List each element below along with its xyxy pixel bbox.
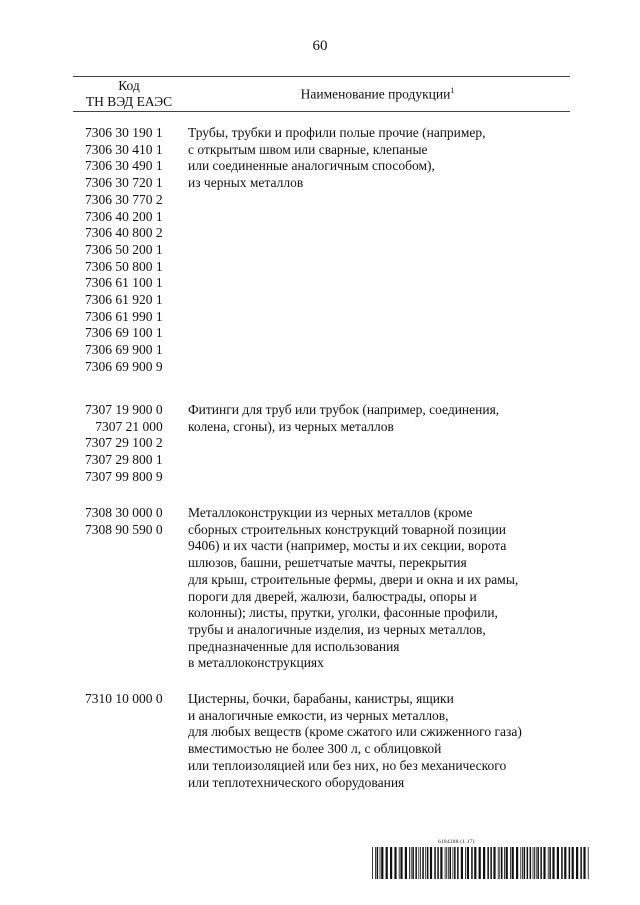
code-item: 7310 10 000 0 [85, 691, 163, 706]
document-stamp: 6184388 (1.17) [438, 839, 475, 845]
row-description [188, 125, 573, 192]
row-description [188, 505, 573, 672]
row-codes [73, 691, 185, 708]
description-line: или теплоизоляцией или без них, но без механического [188, 757, 507, 773]
table-header-rule [73, 111, 570, 112]
row-description [188, 691, 573, 791]
code-item: 7306 30 490 1 [85, 158, 163, 174]
description-line: Цистерны, бочки, барабаны, канистры, ящики [188, 691, 454, 706]
description-line: из черных металлов [188, 175, 304, 191]
code-item: 7306 30 720 1 [85, 175, 163, 191]
description-line: с открытым швом или сварные, клепаные [188, 141, 428, 157]
footnote-marker: 1 [450, 86, 455, 95]
description-line: Металлоконструкции из черных металлов (кроме [188, 505, 473, 520]
page-number: 60 [312, 38, 328, 54]
code-item: 7307 19 900 0 [85, 402, 163, 417]
code-item: 7306 61 920 1 [85, 292, 163, 308]
code-item: 7306 30 770 2 [85, 191, 163, 207]
description-line: для любых веществ (кроме сжатого или сжиженного газа) [188, 724, 522, 740]
description-line: пороги для дверей, жалюзи, балюстрады, опоры и [188, 588, 477, 604]
code-item: 7306 40 800 2 [85, 225, 163, 241]
column-header-code-line2: ТН ВЭД ЕАЭС [85, 94, 173, 109]
code-item: 7306 50 800 1 [85, 258, 163, 274]
code-item: 7307 29 800 1 [85, 452, 163, 468]
code-item: 7306 69 100 1 [85, 325, 163, 341]
description-line: или соединенные аналогичным способом), [188, 158, 435, 174]
description-line: в металлоконструкциях [188, 655, 324, 671]
description-line: трубы и аналогичные изделия, из черных металлов, [188, 621, 486, 637]
description-line: и аналогичные емкости, из черных металлов, [188, 707, 449, 723]
description-line: колонны); листы, прутки, уголки, фасонные профили, [188, 605, 498, 621]
column-header-name [185, 86, 570, 103]
code-item: 7306 69 900 9 [85, 358, 163, 374]
description-line: Фитинги для труб или трубок (например, соединения, [188, 402, 500, 417]
code-item: 7307 21 000 [95, 418, 163, 434]
column-header-name-text: Наименование продукции [300, 86, 451, 102]
row-codes [73, 505, 185, 538]
code-item: 7306 30 410 1 [85, 141, 163, 157]
column-header-code [73, 78, 185, 110]
code-item: 7306 61 100 1 [85, 275, 163, 291]
code-item: 7308 90 590 0 [85, 521, 163, 537]
row-description [188, 402, 573, 435]
column-header-code-line1: Код [118, 78, 140, 93]
row-codes [73, 402, 185, 486]
table-top-rule [73, 76, 570, 77]
code-item: 7306 50 200 1 [85, 241, 163, 257]
description-line: или теплотехнического оборудования [188, 774, 405, 790]
code-item: 7307 29 100 2 [85, 435, 163, 451]
description-line: предназначенные для использования [188, 638, 400, 654]
barcode-image [372, 847, 590, 879]
code-item: 7306 30 190 1 [85, 125, 163, 140]
description-line: Трубы, трубки и профили полые прочие (например, [188, 125, 486, 140]
description-line: вместимостью не более 300 л, с облицовкой [188, 741, 442, 757]
description-line: колена, сгоны), из черных металлов [188, 418, 394, 434]
description-line: сборных строительных конструкций товарной позиции [188, 521, 506, 537]
code-item: 7306 40 200 1 [85, 208, 163, 224]
code-item: 7307 99 800 9 [85, 468, 163, 484]
code-item: 7306 69 900 1 [85, 342, 163, 358]
code-item: 7308 30 000 0 [85, 505, 163, 520]
code-item: 7306 61 990 1 [85, 308, 163, 324]
description-line: 9406) и их части (например, мосты и их секции, ворота [188, 538, 507, 554]
row-codes [73, 125, 185, 376]
description-line: для крыш, строительные фермы, двери и окна и их рамы, [188, 571, 519, 587]
description-line: шлюзов, башни, решетчатые мачты, перекрытия [188, 555, 467, 571]
